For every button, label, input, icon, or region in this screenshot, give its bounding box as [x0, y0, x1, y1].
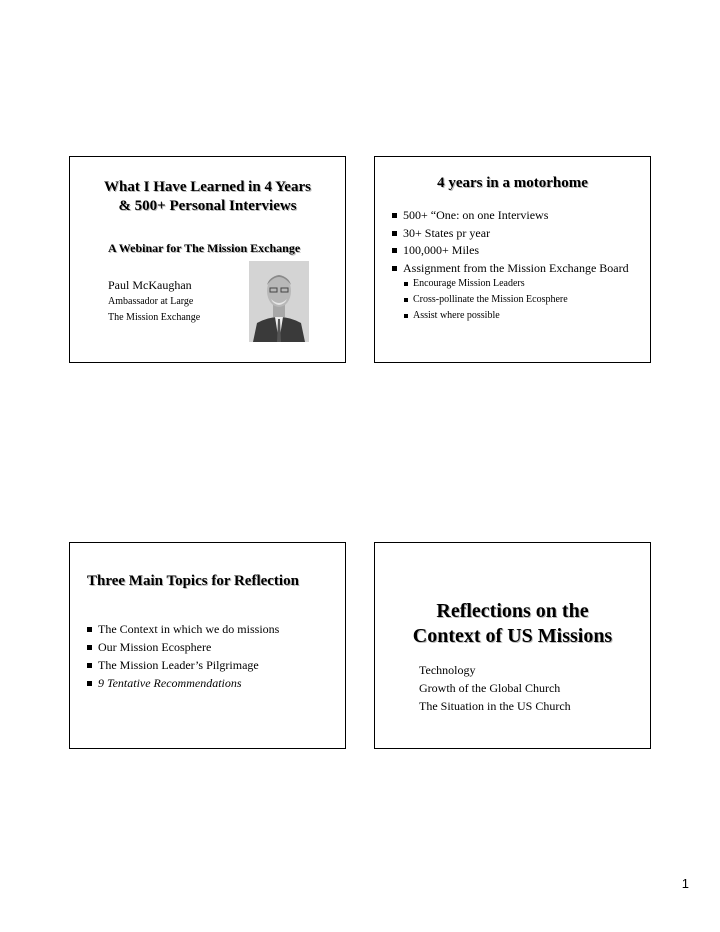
list-item: 100,000+ Miles	[392, 243, 479, 258]
webinar-subtitle: A Webinar for The Mission Exchange	[108, 241, 301, 255]
slide-context	[374, 542, 651, 749]
sub-list-item: Encourage Mission Leaders	[404, 278, 525, 289]
list-item: 500+ “One: on one Interviews	[392, 208, 548, 223]
list-item: Our Mission Ecosphere	[87, 640, 211, 655]
slide-topics	[69, 542, 346, 749]
presenter-org: The Mission Exchange	[108, 312, 201, 323]
slide-motorhome	[374, 156, 651, 363]
slide-title-heading	[70, 178, 345, 216]
presenter-role: Ambassador at Large	[108, 296, 194, 307]
presenter-name: Paul McKaughan	[108, 278, 192, 292]
presenter-photo	[249, 261, 309, 342]
list-item: Assignment from the Mission Exchange Board	[392, 261, 629, 276]
title-line-2: Context of US Missions	[412, 625, 613, 647]
list-item: 9 Tentative Recommendations	[87, 676, 242, 691]
list-item: 30+ States pr year	[392, 226, 490, 241]
slide-heading: Three Main Topics for Reflection	[87, 573, 299, 589]
sub-list-item: Assist where possible	[404, 310, 500, 321]
slide-heading	[375, 599, 650, 649]
sub-list-item: Cross-pollinate the Mission Ecosphere	[404, 294, 568, 305]
list-item: The Context in which we do missions	[87, 622, 279, 637]
page-number: 1	[681, 876, 689, 891]
slide-heading: 4 years in a motorhome	[437, 175, 588, 191]
title-line-2: & 500+ Personal Interviews	[118, 198, 297, 214]
title-line-1: What I Have Learned in 4 Years	[104, 179, 311, 195]
list-item: The Mission Leader’s Pilgrimage	[87, 658, 259, 673]
list-item: Growth of the Global Church	[419, 681, 561, 695]
list-item: The Situation in the US Church	[419, 699, 571, 713]
title-line-1: Reflections on the	[436, 600, 589, 622]
slide-title	[69, 156, 346, 363]
list-item: Technology	[419, 663, 476, 677]
